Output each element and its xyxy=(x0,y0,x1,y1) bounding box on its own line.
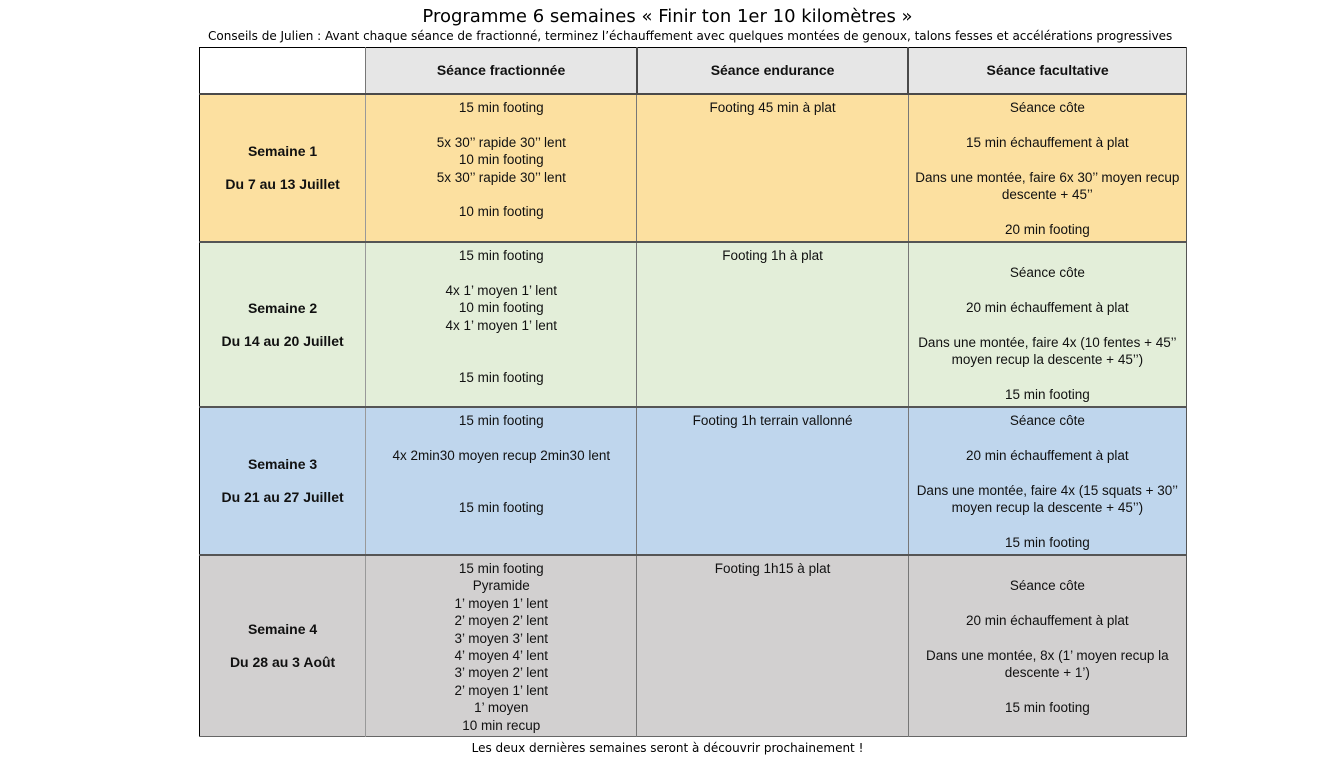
session-line: Dans une montée, faire 4x (15 squats + 30’’ moyen recup la descente + 45’’) xyxy=(916,482,1178,515)
fractionnee-cell-content xyxy=(366,243,636,386)
endurance-cell-content xyxy=(637,95,907,116)
session-line: 15 min footing xyxy=(1004,700,1090,716)
fractionnee-cell-content xyxy=(366,95,636,221)
session-line: Footing 1h à plat xyxy=(722,248,823,263)
session-line: Footing 1h terrain vallonné xyxy=(692,413,853,428)
week-number: Semaine 3 xyxy=(247,456,318,472)
session-line xyxy=(366,116,636,133)
session-line: 4’ moyen 4’ lent xyxy=(454,648,549,664)
session-line: 15 min footing xyxy=(1004,387,1090,403)
session-line: 3’ moyen 3’ lent xyxy=(454,630,549,646)
week-dates: Du 28 au 3 Août xyxy=(229,654,336,670)
session-line: 5x 30’’ rapide 30’’ lent xyxy=(436,169,566,185)
training-table xyxy=(199,47,1187,737)
endurance-cell xyxy=(637,555,908,737)
session-line xyxy=(366,186,636,203)
facultative-cell xyxy=(908,407,1186,555)
session-line xyxy=(915,516,1180,533)
session-line xyxy=(915,464,1180,481)
column-header-endurance: Séance endurance xyxy=(637,48,908,95)
fractionnee-cell xyxy=(366,407,637,555)
facultative-cell xyxy=(908,555,1186,737)
session-line: 15 min footing xyxy=(458,100,544,115)
table-row xyxy=(200,94,1187,242)
session-line: Séance côte xyxy=(1009,100,1085,115)
session-line: Pyramide xyxy=(472,578,530,594)
week-dates: Du 14 au 20 Juillet xyxy=(221,332,344,349)
session-line: Séance côte xyxy=(1009,578,1085,594)
session-line: 1’ moyen xyxy=(474,700,529,716)
endurance-cell xyxy=(637,94,908,242)
session-line: Dans une montée, faire 6x 30’’ moyen recup descente + 45’’ xyxy=(915,169,1180,202)
session-line xyxy=(915,116,1180,133)
session-line: 3’ moyen 2’ lent xyxy=(454,665,549,681)
session-line: Séance côte xyxy=(1009,265,1085,281)
session-line: 2’ moyen 2’ lent xyxy=(454,613,549,629)
session-line: 15 min échauffement à plat xyxy=(966,134,1129,150)
fractionnee-cell xyxy=(366,555,637,737)
session-line xyxy=(915,151,1180,168)
session-line: 15 min footing xyxy=(458,499,544,515)
column-header-empty xyxy=(200,48,366,95)
session-line: Footing 45 min à plat xyxy=(709,100,836,115)
session-line xyxy=(915,682,1180,699)
week-dates: Du 21 au 27 Juillet xyxy=(221,489,344,505)
session-line: 5x 30’’ rapide 30’’ lent xyxy=(436,134,566,150)
column-header-fractionnee: Séance fractionnée xyxy=(366,48,637,95)
session-line xyxy=(915,317,1180,334)
session-line xyxy=(915,595,1180,612)
spacer xyxy=(200,317,365,333)
session-line xyxy=(915,630,1180,647)
page-subtitle: Conseils de Julien : Avant chaque séance de fractionné, terminez l’échauffement avec quelques montées de genoux, talons fesses et accélérations progressives xyxy=(208,29,1173,43)
session-line xyxy=(366,464,636,481)
column-header-facultative: Séance facultative xyxy=(908,48,1186,95)
session-line: 4x 2min30 moyen recup 2min30 lent xyxy=(392,447,611,463)
week-dates: Du 7 au 13 Juillet xyxy=(225,176,340,192)
page-title: Programme 6 semaines « Finir ton 1er 10 kilomètres » xyxy=(422,6,913,27)
endurance-cell-content xyxy=(637,408,907,429)
week-label-cell xyxy=(200,94,366,242)
spacer xyxy=(200,638,365,654)
session-line xyxy=(915,247,1180,264)
spacer xyxy=(200,160,365,176)
week-label-cell xyxy=(200,555,366,737)
table-row xyxy=(200,555,1187,737)
session-line: 10 min footing xyxy=(458,152,544,168)
footer-note: Les deux dernières semaines seront à découvrir prochainement ! xyxy=(471,741,864,755)
fractionnee-cell xyxy=(366,242,637,407)
week-label-cell xyxy=(200,407,366,555)
session-line: 20 min échauffement à plat xyxy=(966,300,1129,316)
table-header-row xyxy=(200,48,1187,95)
week-number: Semaine 2 xyxy=(247,299,318,316)
session-line: 20 min échauffement à plat xyxy=(966,447,1129,463)
session-line: 15 min footing xyxy=(458,248,544,263)
facultative-cell-content xyxy=(909,243,1186,404)
table-row xyxy=(200,242,1187,407)
session-line: 20 min footing xyxy=(1004,221,1090,237)
session-line: 15 min footing xyxy=(458,561,544,576)
session-line: Footing 1h15 à plat xyxy=(714,561,831,576)
week-number: Semaine 4 xyxy=(247,621,318,637)
session-line xyxy=(366,482,636,499)
session-line: 15 min footing xyxy=(458,413,544,428)
session-line: 10 min recup xyxy=(462,717,541,733)
session-line xyxy=(366,334,636,351)
endurance-cell xyxy=(637,242,908,407)
endurance-cell-content xyxy=(637,556,907,577)
fractionnee-cell xyxy=(366,94,637,242)
week-label-cell xyxy=(200,242,366,407)
session-line: 1’ moyen 1’ lent xyxy=(454,595,549,611)
facultative-cell xyxy=(908,94,1186,242)
facultative-cell-content xyxy=(909,95,1186,238)
facultative-cell-content xyxy=(909,408,1186,551)
session-line xyxy=(366,264,636,281)
session-line xyxy=(915,203,1180,220)
session-line: 15 min footing xyxy=(458,369,544,385)
fractionnee-cell-content xyxy=(366,408,636,516)
spacer xyxy=(200,473,365,489)
session-line: 2’ moyen 1’ lent xyxy=(454,682,549,698)
table-row xyxy=(200,407,1187,555)
endurance-cell xyxy=(637,407,908,555)
session-line: 20 min échauffement à plat xyxy=(966,613,1129,629)
session-line xyxy=(915,429,1180,446)
session-line: 15 min footing xyxy=(1004,534,1090,550)
session-line: 4x 1’ moyen 1’ lent xyxy=(445,317,558,333)
facultative-cell xyxy=(908,242,1186,407)
endurance-cell-content xyxy=(637,243,907,264)
session-line xyxy=(915,282,1180,299)
session-line xyxy=(366,351,636,368)
session-line: Dans une montée, faire 4x (10 fentes + 45’’ moyen recup la descente + 45’’) xyxy=(918,334,1177,368)
session-line: Séance côte xyxy=(1009,413,1085,428)
session-line: Dans une montée, 8x (1’ moyen recup la descente + 1’) xyxy=(926,647,1169,681)
week-number: Semaine 1 xyxy=(247,143,318,159)
session-line xyxy=(915,560,1180,577)
fractionnee-cell-content xyxy=(366,556,636,734)
facultative-cell-content xyxy=(909,556,1186,717)
session-line xyxy=(915,369,1180,386)
session-line: 10 min footing xyxy=(458,300,544,316)
session-line xyxy=(366,429,636,446)
session-line: 10 min footing xyxy=(458,204,544,220)
session-line: 4x 1’ moyen 1’ lent xyxy=(445,282,558,298)
